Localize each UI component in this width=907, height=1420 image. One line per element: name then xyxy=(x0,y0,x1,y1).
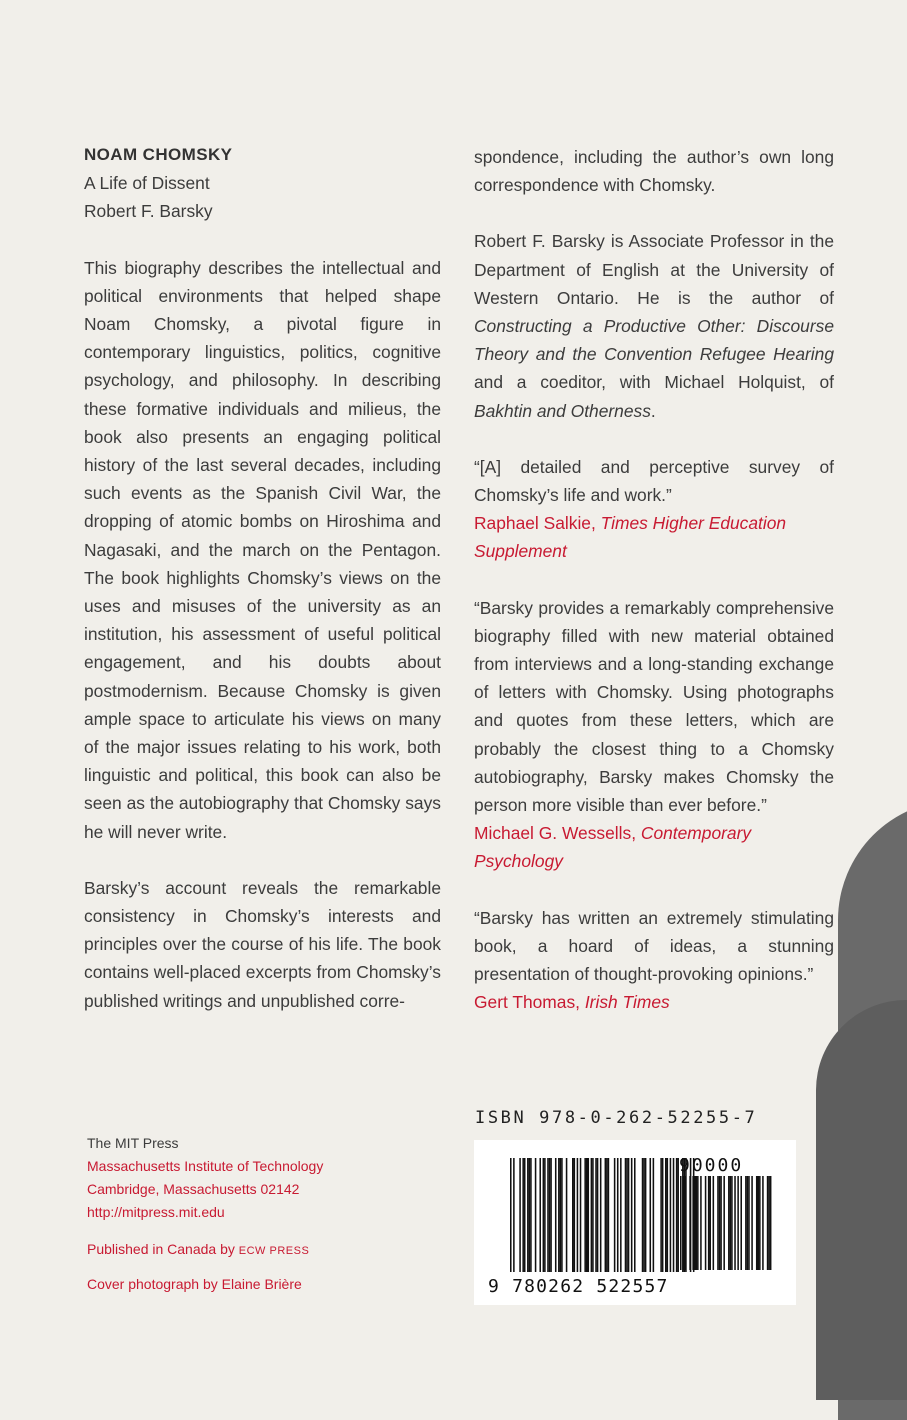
barcode-bar xyxy=(676,1158,678,1272)
barcode-bar xyxy=(719,1176,721,1270)
barcode-bar xyxy=(740,1176,742,1270)
barcode-bar xyxy=(605,1158,607,1272)
barcode-bar xyxy=(747,1176,749,1270)
barcode-bar xyxy=(642,1158,644,1272)
barcode-bar xyxy=(628,1158,630,1272)
barcode-bar xyxy=(689,1176,691,1270)
barcode-bar xyxy=(544,1158,546,1272)
barcode-bar xyxy=(737,1176,739,1270)
cover-photo-arm xyxy=(816,1000,907,1400)
barcode-bar xyxy=(617,1158,619,1272)
publisher-imprint xyxy=(87,1132,387,1296)
barcode-bar xyxy=(768,1176,770,1270)
barcode-bar xyxy=(543,1158,545,1272)
barcode-bar xyxy=(665,1158,667,1272)
publisher-institution: Massachusetts Institute of Technology xyxy=(87,1158,324,1174)
barcode-bar xyxy=(530,1158,532,1272)
barcode-bar xyxy=(709,1176,711,1270)
book-author: Robert F. Barsky xyxy=(84,201,213,222)
review-quote: “Barsky has written an extremely stimulating book, a hoard of ideas, a stunning presentation of thought-provoking opinions.” xyxy=(474,907,834,985)
barcode-bar xyxy=(653,1158,655,1272)
barcode-bar xyxy=(522,1158,524,1272)
review-attribution: Raphael Salkie, Times Higher Education Supplement xyxy=(474,513,787,562)
barcode xyxy=(474,1140,796,1305)
barcode-bar xyxy=(758,1176,760,1270)
barcode-bar xyxy=(620,1158,622,1272)
barcode-bar xyxy=(748,1176,750,1270)
barcode-bar xyxy=(694,1176,696,1270)
barcode-bar xyxy=(558,1158,560,1272)
review-attribution: Gert Thomas, Irish Times xyxy=(474,992,670,1013)
barcode-bar xyxy=(670,1158,672,1272)
barcode-main-bars xyxy=(510,1158,694,1272)
review-quote: “[A] detailed and perceptive survey of Chomsky’s life and work.” xyxy=(474,456,834,506)
barcode-bar xyxy=(700,1176,702,1270)
book-subtitle: A Life of Dissent xyxy=(84,173,210,194)
isbn-label: ISBN 978-0-262-52255-7 xyxy=(475,1108,758,1128)
description-paragraph-2: Barsky’s account reveals the remarkable consistency in Chomsky’s interests and principles over the course of his life. The book contains well-placed excerpts from Chomsky’s published writings and unpublished corre- xyxy=(84,877,441,1011)
barcode-bar xyxy=(519,1158,521,1272)
barcode-bar xyxy=(631,1158,633,1272)
left-column xyxy=(84,141,441,1015)
publisher-address: Cambridge, Massachusetts 02142 xyxy=(87,1181,300,1197)
barcode-bar xyxy=(730,1176,732,1270)
barcode-bar xyxy=(580,1158,582,1272)
barcode-bar xyxy=(731,1176,733,1270)
barcode-bar xyxy=(529,1158,531,1272)
barcode-bar xyxy=(645,1158,647,1272)
barcode-bar xyxy=(673,1158,675,1272)
publisher-url: http://mitpress.mit.edu xyxy=(87,1204,225,1220)
barcode-bar xyxy=(560,1158,562,1272)
barcode-bar xyxy=(692,1176,694,1270)
barcode-bar xyxy=(535,1158,537,1272)
barcode-bar xyxy=(683,1176,685,1270)
description-paragraph-1: This biography describes the intellectual and political environments that helped shape Noam Chomsky, a pivotal figure in contemporary linguistics, politics, cognitive psychology, and philosophy. In describing these formative individuals and milieus, the book also presents an engaging political history of the last several decades, including such events as the Spanish Civil War, the dropping of atomic bombs on Hiroshima and Nagasaki, and the march on the Pentagon. The book highlights Chomsky’s views on the uses and misuses of the university as an institution, his assessment of useful political engagement, and his doubts about postmodernism. Because Chomsky is given ample space to articulate his views on many of the major issues relating to his work, both linguistic and political, this book can also be seen as the autobiography that Chomsky says he will never write. xyxy=(84,257,441,842)
description-continuation: spondence, including the author’s own long correspondence with Chomsky. xyxy=(474,147,834,196)
canada-publisher: Published in Canada by ECW PRESS xyxy=(87,1241,310,1257)
barcode-bar xyxy=(555,1158,557,1272)
barcode-digits: 9 780262 522557 xyxy=(488,1276,669,1297)
barcode-bar xyxy=(643,1158,645,1272)
barcode-bar xyxy=(626,1158,628,1272)
barcode-bar xyxy=(634,1158,636,1272)
barcode-graphic xyxy=(474,1140,796,1305)
barcode-bar xyxy=(510,1158,512,1272)
barcode-bar xyxy=(550,1158,552,1272)
barcode-bar xyxy=(625,1158,627,1272)
barcode-bar xyxy=(697,1176,699,1270)
barcode-bar xyxy=(572,1158,574,1272)
book-title-2: Bakhtin and Otherness xyxy=(474,400,651,421)
barcode-bar xyxy=(606,1158,608,1272)
barcode-bar xyxy=(527,1158,529,1272)
barcode-bar xyxy=(614,1158,616,1272)
barcode-bar xyxy=(745,1176,747,1270)
barcode-bar xyxy=(759,1176,761,1270)
barcode-bar xyxy=(595,1158,597,1272)
barcode-bar xyxy=(662,1158,664,1272)
barcode-bar xyxy=(728,1176,730,1270)
barcode-bar xyxy=(586,1158,588,1272)
barcode-bar xyxy=(591,1158,593,1272)
barcode-bar xyxy=(762,1176,764,1270)
author-bio: Robert F. Barsky is Associate Professor in the Department of English at the University of Western Ontario. He is the author of Constructing a Productive Other: Discourse Theory and the Convention Refugee Hearing and a coeditor, with Michael Holquist, of Bakhtin and Otherness. xyxy=(474,231,834,421)
barcode-bar xyxy=(524,1158,526,1272)
barcode-bar xyxy=(539,1158,541,1272)
barcode-bar xyxy=(577,1158,579,1272)
barcode-bar xyxy=(723,1176,725,1270)
barcode-bar xyxy=(767,1176,769,1270)
barcode-bar xyxy=(574,1158,576,1272)
right-column xyxy=(474,143,834,1016)
barcode-bar xyxy=(696,1176,698,1270)
barcode-bar xyxy=(584,1158,586,1272)
barcode-bar xyxy=(592,1158,594,1272)
barcode-bar xyxy=(720,1176,722,1270)
barcode-bar xyxy=(756,1176,758,1270)
barcode-bar xyxy=(717,1176,719,1270)
barcode-bar xyxy=(713,1176,715,1270)
photo-credit: Cover photograph by Elaine Brière xyxy=(87,1276,302,1292)
barcode-bar xyxy=(708,1176,710,1270)
barcode-bar xyxy=(660,1158,662,1272)
barcode-bar xyxy=(705,1176,707,1270)
barcode-bar xyxy=(770,1176,772,1270)
barcode-bar xyxy=(650,1158,652,1272)
barcode-bar xyxy=(566,1158,568,1272)
barcode-bar xyxy=(588,1158,590,1272)
review-quote: “Barsky provides a remarkably comprehensive biography filled with new material obtained from interviews and a long-standing exchange of letters with Chomsky. Using photographs and quotes from these letters, which are probably the closest thing to a Chomsky autobiography, Barsky makes Chomsky the person more visible than ever before.” xyxy=(474,597,834,816)
barcode-bar xyxy=(597,1158,599,1272)
review-attribution: Michael G. Wessells, Contemporary Psychology xyxy=(474,823,752,872)
book-title: NOAM CHOMSKY xyxy=(84,145,233,164)
barcode-bar xyxy=(600,1158,602,1272)
barcode-bar xyxy=(734,1176,736,1270)
barcode-bar xyxy=(667,1158,669,1272)
book-title-1: Constructing a Productive Other: Discourse Theory and the Convention Refugee Hearing xyxy=(474,316,834,365)
barcode-addon-digits: 90000 xyxy=(679,1155,744,1176)
barcode-bar xyxy=(513,1158,515,1272)
barcode-addon-bars xyxy=(680,1176,771,1270)
publisher-name: The MIT Press xyxy=(87,1135,179,1151)
barcode-bar xyxy=(561,1158,563,1272)
barcode-bar xyxy=(680,1176,682,1270)
barcode-bar xyxy=(549,1158,551,1272)
barcode-bar xyxy=(608,1158,610,1272)
barcode-bar xyxy=(685,1176,687,1270)
barcode-bar xyxy=(751,1176,753,1270)
barcode-bar xyxy=(547,1158,549,1272)
